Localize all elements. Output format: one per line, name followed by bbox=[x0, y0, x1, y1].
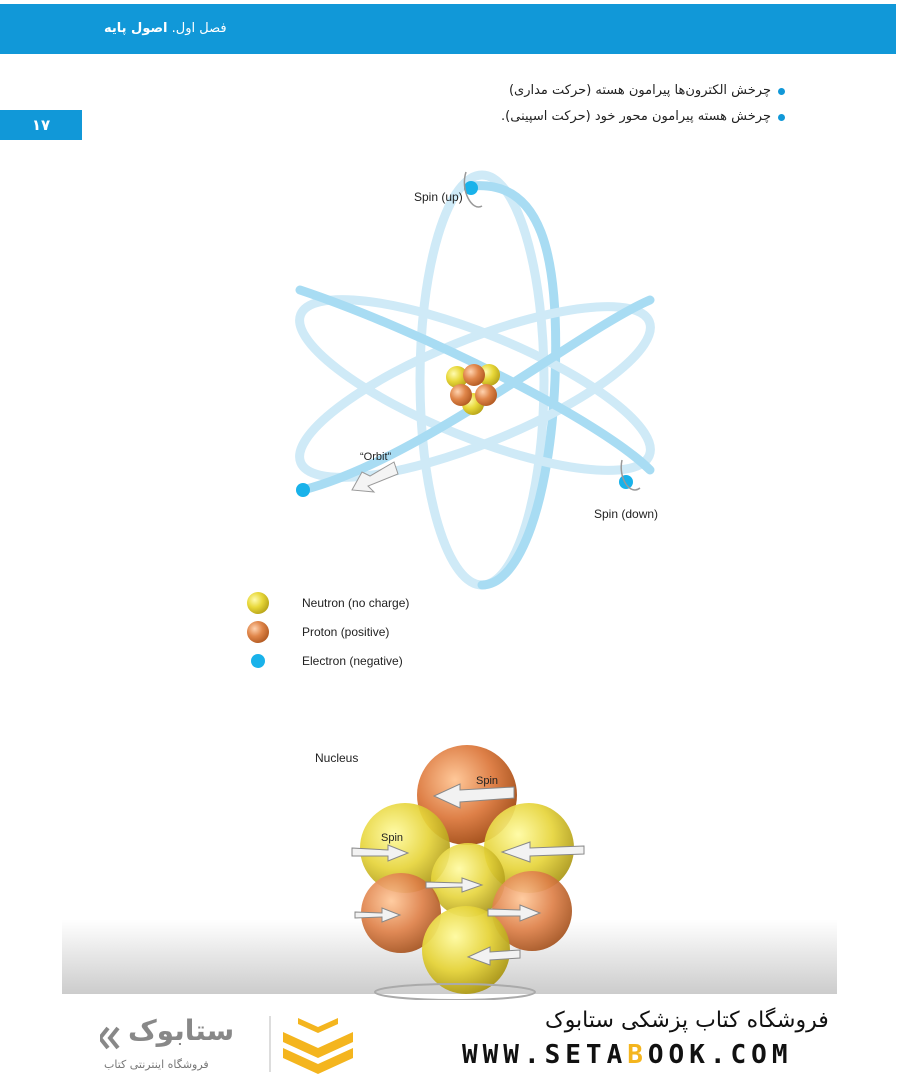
url-part: OOK.COM bbox=[647, 1040, 793, 1070]
nucleus-diagram bbox=[0, 700, 900, 1000]
spin-label-top: Spin bbox=[476, 775, 499, 787]
neutron-icon bbox=[247, 592, 269, 614]
legend bbox=[247, 592, 409, 668]
chapter-title: اصول پایه bbox=[104, 21, 168, 36]
store-url bbox=[462, 1040, 792, 1070]
legend-electron-label: Electron (negative) bbox=[302, 654, 403, 668]
nucleus-title: Nucleus bbox=[315, 751, 359, 765]
page-number: ۱۷ bbox=[0, 110, 82, 140]
nucleus-small bbox=[446, 364, 500, 415]
bullet-item: چرخش هسته پیرامون محور خود (حرکت اسپینی). bbox=[501, 104, 785, 130]
electron-icon bbox=[251, 654, 265, 668]
spin-down-label: Spin (down) bbox=[594, 507, 659, 521]
spin-label-left: Spin bbox=[381, 832, 404, 844]
chapter-label: فصل اول. bbox=[171, 21, 227, 36]
proton-icon bbox=[247, 621, 269, 643]
electron-left bbox=[296, 483, 310, 497]
store-name: فروشگاه کتاب پزشکی ستابوک bbox=[545, 1008, 829, 1033]
bullet-item: چرخش الکترون‌ها پیرامون هسته (حرکت مداری) bbox=[501, 78, 785, 104]
url-part: WWW.S bbox=[462, 1040, 566, 1070]
legend-proton-label: Proton (positive) bbox=[302, 625, 390, 639]
orbit-label: “Orbit” bbox=[360, 451, 392, 463]
url-part: ETA bbox=[565, 1040, 628, 1070]
url-part-highlight: B bbox=[627, 1040, 648, 1070]
legend-neutron-label: Neutron (no charge) bbox=[302, 596, 410, 610]
electron-right bbox=[619, 475, 633, 489]
spin-up-label: Spin (up) bbox=[414, 190, 463, 204]
brand-chevron-icon bbox=[283, 1018, 353, 1074]
logo-word: ستابوک bbox=[128, 1014, 235, 1047]
logo-subtitle: فروشگاه اینترنتی کتاب bbox=[104, 1058, 209, 1071]
